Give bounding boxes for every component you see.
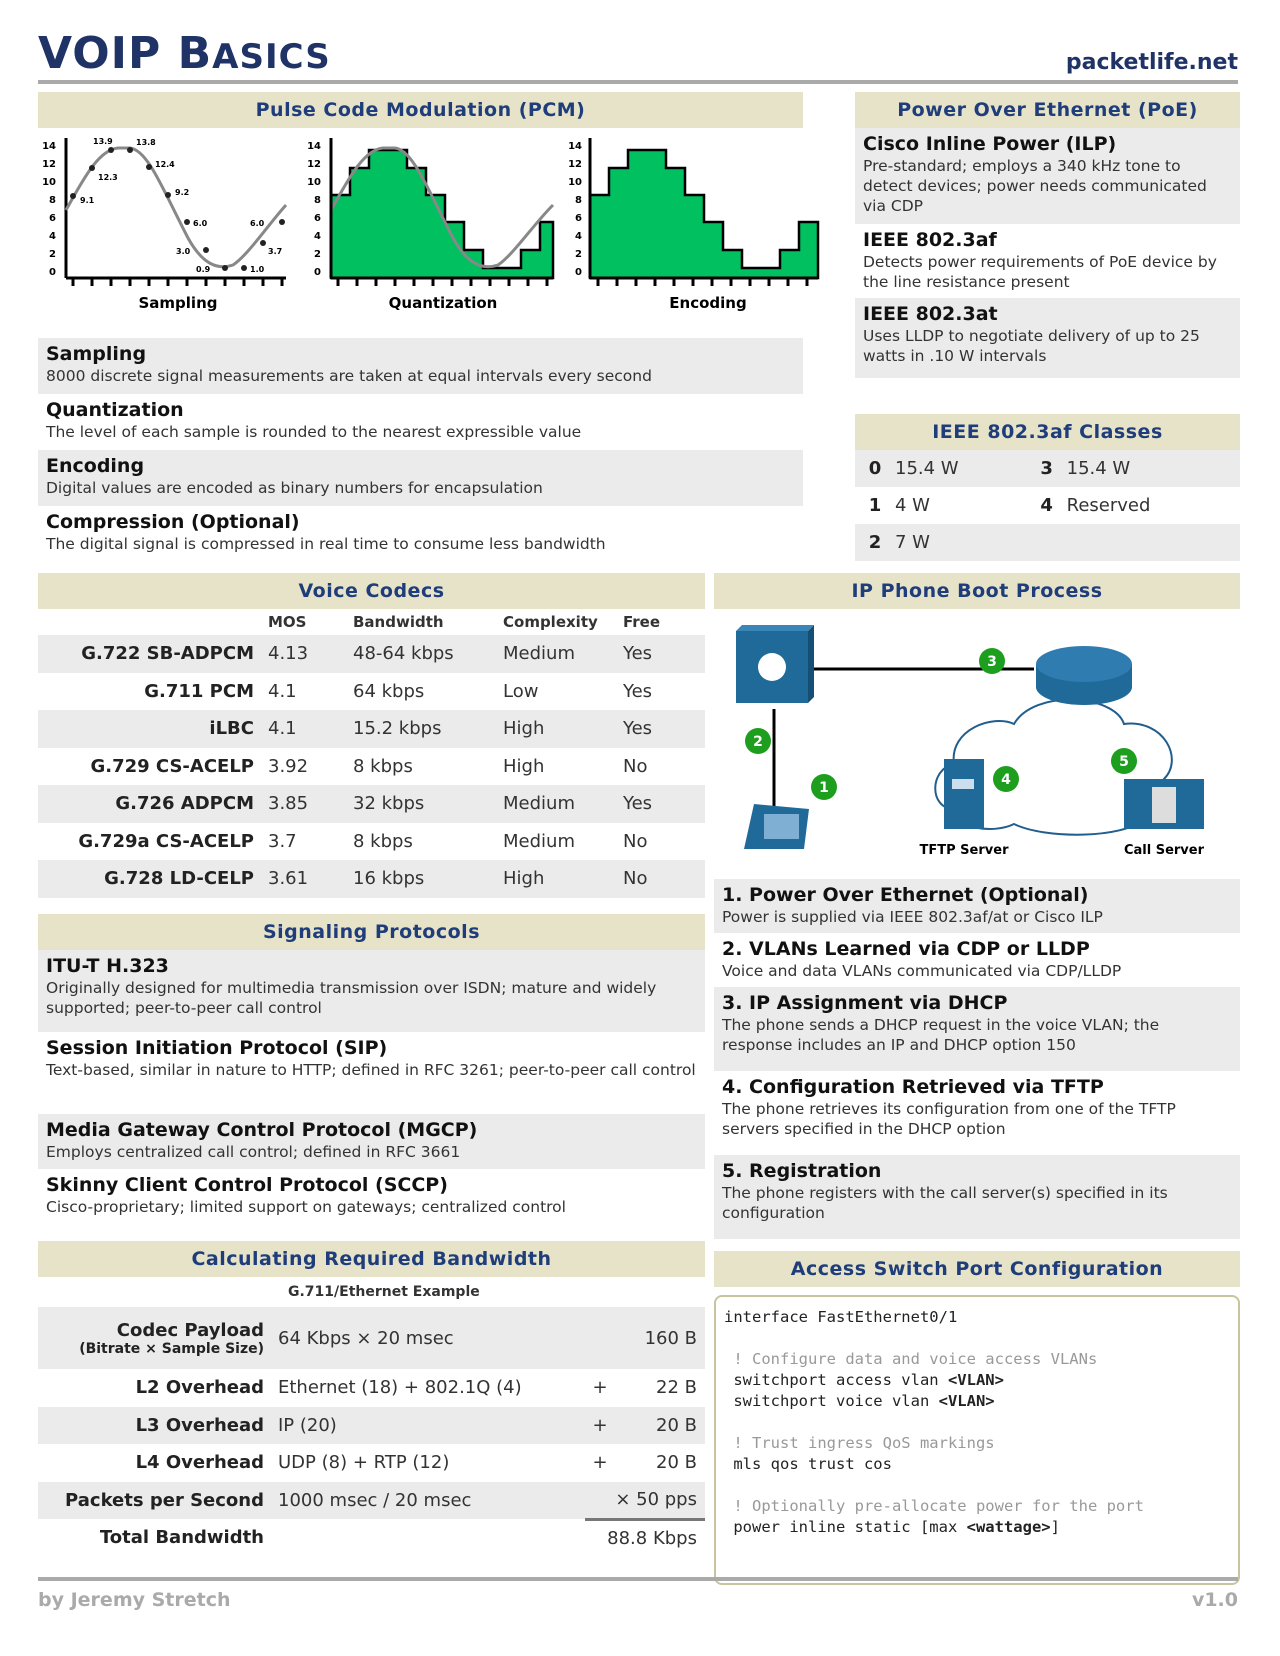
section-title: Access Switch Port Configuration bbox=[714, 1251, 1240, 1287]
boot-section bbox=[714, 573, 1240, 1239]
boot-step: 5. Registration The phone registers with the call server(s) specified in its configuration bbox=[714, 1155, 1240, 1239]
pcm-items bbox=[38, 338, 803, 562]
pcm-item-quantization: Quantization The level of each sample is rounded to the nearest expressible value bbox=[46, 399, 582, 441]
router-icon bbox=[1036, 646, 1132, 705]
svg-text:4: 4 bbox=[575, 231, 582, 242]
table-header: MOS Bandwidth Complexity Free bbox=[268, 613, 661, 631]
section-title: Signaling Protocols bbox=[38, 914, 705, 950]
svg-text:6: 6 bbox=[575, 213, 582, 224]
svg-text:8: 8 bbox=[49, 195, 56, 206]
table-row: iLBC 4.1 15.2 kbps High Yes bbox=[38, 710, 705, 748]
section-title: Calculating Required Bandwidth bbox=[38, 1241, 705, 1277]
codecs-section bbox=[38, 573, 705, 898]
svg-text:5: 5 bbox=[1119, 754, 1129, 770]
svg-text:Quantization: Quantization bbox=[388, 294, 498, 312]
table-row: L2 Overhead Ethernet (18) + 802.1Q (4) + 22 B bbox=[135, 1377, 697, 1399]
table-row-total: Total Bandwidth 88.8 Kbps bbox=[99, 1527, 697, 1549]
page-header bbox=[38, 28, 1238, 84]
svg-text:3.7: 3.7 bbox=[268, 247, 283, 256]
svg-text:2: 2 bbox=[753, 734, 763, 750]
section-title: Power Over Ethernet (PoE) bbox=[855, 92, 1240, 128]
signaling-item-mgcp: Media Gateway Control Protocol (MGCP) Employs centralized call control; defined in RFC 3661 bbox=[38, 1114, 705, 1169]
page-footer bbox=[38, 1577, 1238, 1611]
svg-text:Call Server: Call Server bbox=[1123, 843, 1205, 858]
call-server-icon bbox=[1124, 779, 1204, 829]
svg-text:1: 1 bbox=[819, 780, 829, 796]
svg-text:13.9: 13.9 bbox=[93, 137, 113, 146]
svg-text:TFTP Server: TFTP Server bbox=[919, 843, 1009, 858]
svg-text:3: 3 bbox=[987, 654, 997, 670]
boot-step: 3. IP Assignment via DHCP The phone sends a DHCP request in the voice VLAN; the response includes an IP and DHCP option 150 bbox=[714, 987, 1240, 1071]
table-row: G.729 CS-ACELP 3.92 8 kbps High No bbox=[90, 755, 648, 777]
svg-text:0: 0 bbox=[314, 267, 321, 278]
poe-section bbox=[855, 92, 1240, 378]
boot-step: 1. Power Over Ethernet (Optional) Power is supplied via IEEE 802.3af/at or Cisco ILP bbox=[714, 879, 1240, 933]
signaling-item-sip: Session Initiation Protocol (SIP) Text-based, similar in nature to HTTP; defined in RFC 3261; peer-to-peer call control bbox=[46, 1037, 696, 1079]
sampling-chart-svg bbox=[38, 130, 298, 330]
svg-text:10: 10 bbox=[42, 177, 56, 188]
section-title: IP Phone Boot Process bbox=[714, 573, 1240, 609]
boot-step: 4. Configuration Retrieved via TFTP The phone retrieves its configuration from one of the TFTP servers specified in the DHCP option bbox=[722, 1076, 1176, 1138]
svg-text:0: 0 bbox=[49, 267, 56, 278]
table-row: G.722 SB-ADPCM 4.13 48-64 kbps Medium Yes bbox=[38, 635, 705, 673]
boot-diagram bbox=[714, 609, 1240, 879]
svg-text:0.9: 0.9 bbox=[196, 265, 211, 274]
codecs-table bbox=[38, 609, 705, 898]
poe-classes bbox=[855, 414, 1240, 561]
svg-text:3.0: 3.0 bbox=[176, 247, 191, 256]
svg-text:9.1: 9.1 bbox=[80, 196, 95, 205]
site-name: packetlife.net bbox=[1065, 50, 1238, 75]
pcm-item-compression: Compression (Optional) The digital signal is compressed in real time to consume less bandwidth bbox=[46, 511, 606, 553]
table-row: Codec Payload (Bitrate × Sample Size) 64 Kbps × 20 msec 160 B bbox=[38, 1307, 705, 1369]
pcm-item-encoding: Encoding Digital values are encoded as binary numbers for encapsulation bbox=[38, 450, 803, 506]
chart-encoding bbox=[568, 130, 828, 330]
signaling-item-h323: ITU-T H.323 Originally designed for multimedia transmission over ISDN; mature and widely supported; peer-to-peer call control bbox=[38, 950, 705, 1032]
svg-text:10: 10 bbox=[307, 177, 321, 188]
table-row: L3 Overhead IP (20) + 20 B bbox=[38, 1407, 705, 1445]
bandwidth-subtitle: G.711/Ethernet Example bbox=[288, 1284, 480, 1300]
svg-text:2: 2 bbox=[49, 249, 56, 260]
svg-text:14: 14 bbox=[42, 141, 56, 152]
svg-text:2: 2 bbox=[575, 249, 582, 260]
svg-text:Encoding: Encoding bbox=[669, 294, 747, 312]
svg-text:2: 2 bbox=[314, 249, 321, 260]
svg-text:9.2: 9.2 bbox=[175, 188, 190, 197]
svg-text:14: 14 bbox=[307, 141, 321, 152]
table-row: 1 4 W 4 Reserved bbox=[868, 495, 1151, 516]
svg-text:12: 12 bbox=[568, 159, 582, 170]
svg-text:4: 4 bbox=[49, 231, 56, 242]
table-row: G.728 LD-CELP 3.61 16 kbps High No bbox=[38, 860, 705, 898]
signaling-section bbox=[38, 914, 705, 1227]
svg-text:12: 12 bbox=[42, 159, 56, 170]
svg-text:6: 6 bbox=[314, 213, 321, 224]
chart-sampling bbox=[38, 130, 298, 330]
chart-xlabel: Sampling bbox=[138, 294, 218, 312]
table-row: G.711 PCM 4.1 64 kbps Low Yes bbox=[144, 680, 653, 702]
version: v1.0 bbox=[1191, 1589, 1238, 1611]
svg-text:12: 12 bbox=[307, 159, 321, 170]
pcm-charts bbox=[38, 130, 848, 330]
poe-item: Cisco Inline Power (ILP) Pre-standard; employs a 340 kHz tone to detect devices; power needs communicated via CDP bbox=[855, 128, 1240, 224]
classes-table bbox=[855, 450, 1240, 561]
svg-text:6: 6 bbox=[49, 213, 56, 224]
section-title: Voice Codecs bbox=[38, 573, 705, 609]
table-row: G.726 ADPCM 3.85 32 kbps Medium Yes bbox=[38, 785, 705, 823]
tftp-server-icon bbox=[944, 759, 984, 829]
bandwidth-section bbox=[38, 1241, 705, 1557]
bandwidth-table bbox=[38, 1307, 705, 1557]
svg-text:6.0: 6.0 bbox=[193, 219, 208, 228]
poe-item: IEEE 802.3at Uses LLDP to negotiate delivery of up to 25 watts in .10 W intervals bbox=[855, 298, 1240, 378]
poe-item: IEEE 802.3af Detects power requirements of PoE device by the line resistance present bbox=[863, 229, 1217, 291]
svg-text:13.8: 13.8 bbox=[136, 138, 156, 147]
svg-text:6.0: 6.0 bbox=[250, 219, 265, 228]
table-row: G.729a CS-ACELP 3.7 8 kbps Medium No bbox=[78, 830, 648, 852]
svg-text:14: 14 bbox=[568, 141, 582, 152]
ip-phone-icon bbox=[744, 804, 809, 849]
svg-text:10: 10 bbox=[568, 177, 582, 188]
author: by Jeremy Stretch bbox=[38, 1589, 231, 1611]
pcm-item-sampling: Sampling 8000 discrete signal measurements are taken at equal intervals every second bbox=[38, 338, 803, 394]
svg-text:8: 8 bbox=[314, 195, 321, 206]
section-title: IEEE 802.3af Classes bbox=[855, 414, 1240, 450]
section-title: Pulse Code Modulation (PCM) bbox=[38, 92, 803, 128]
chart-quantization bbox=[303, 130, 563, 330]
table-row: Packets per Second 1000 msec / 20 msec × 50 pps bbox=[38, 1482, 705, 1520]
boot-step: 2. VLANs Learned via CDP or LLDP Voice and data VLANs communicated via CDP/LLDP bbox=[722, 938, 1122, 980]
table-row: L4 Overhead UDP (8) + RTP (12) + 20 B bbox=[135, 1452, 697, 1474]
svg-text:0: 0 bbox=[575, 267, 582, 278]
svg-text:8: 8 bbox=[575, 195, 582, 206]
table-row: 2 7 W bbox=[855, 524, 1240, 561]
pcm-section bbox=[38, 92, 803, 128]
svg-text:4: 4 bbox=[314, 231, 321, 242]
switch-icon bbox=[736, 625, 814, 703]
page-title: VOIP BASICS bbox=[38, 28, 331, 79]
table-row: 0 15.4 W 3 15.4 W bbox=[855, 450, 1240, 487]
config-section bbox=[714, 1251, 1240, 1585]
config-code-block: interface FastEthernet0/1 ! Configure data and voice access VLANs switchport access vlan <VLAN> switchport voice vlan <VLAN> ! Trust ingress QoS markings mls qos trust cos ! Optionally pre-allocate power for the port power inline static [max <wattage>] bbox=[714, 1295, 1240, 1585]
svg-text:4: 4 bbox=[1001, 772, 1011, 788]
svg-text:12.3: 12.3 bbox=[98, 173, 118, 182]
svg-text:1.0: 1.0 bbox=[250, 265, 265, 274]
signaling-item-sccp: Skinny Client Control Protocol (SCCP) Cisco-proprietary; limited support on gateways; centralized control bbox=[46, 1174, 566, 1216]
svg-text:12.4: 12.4 bbox=[155, 160, 175, 169]
